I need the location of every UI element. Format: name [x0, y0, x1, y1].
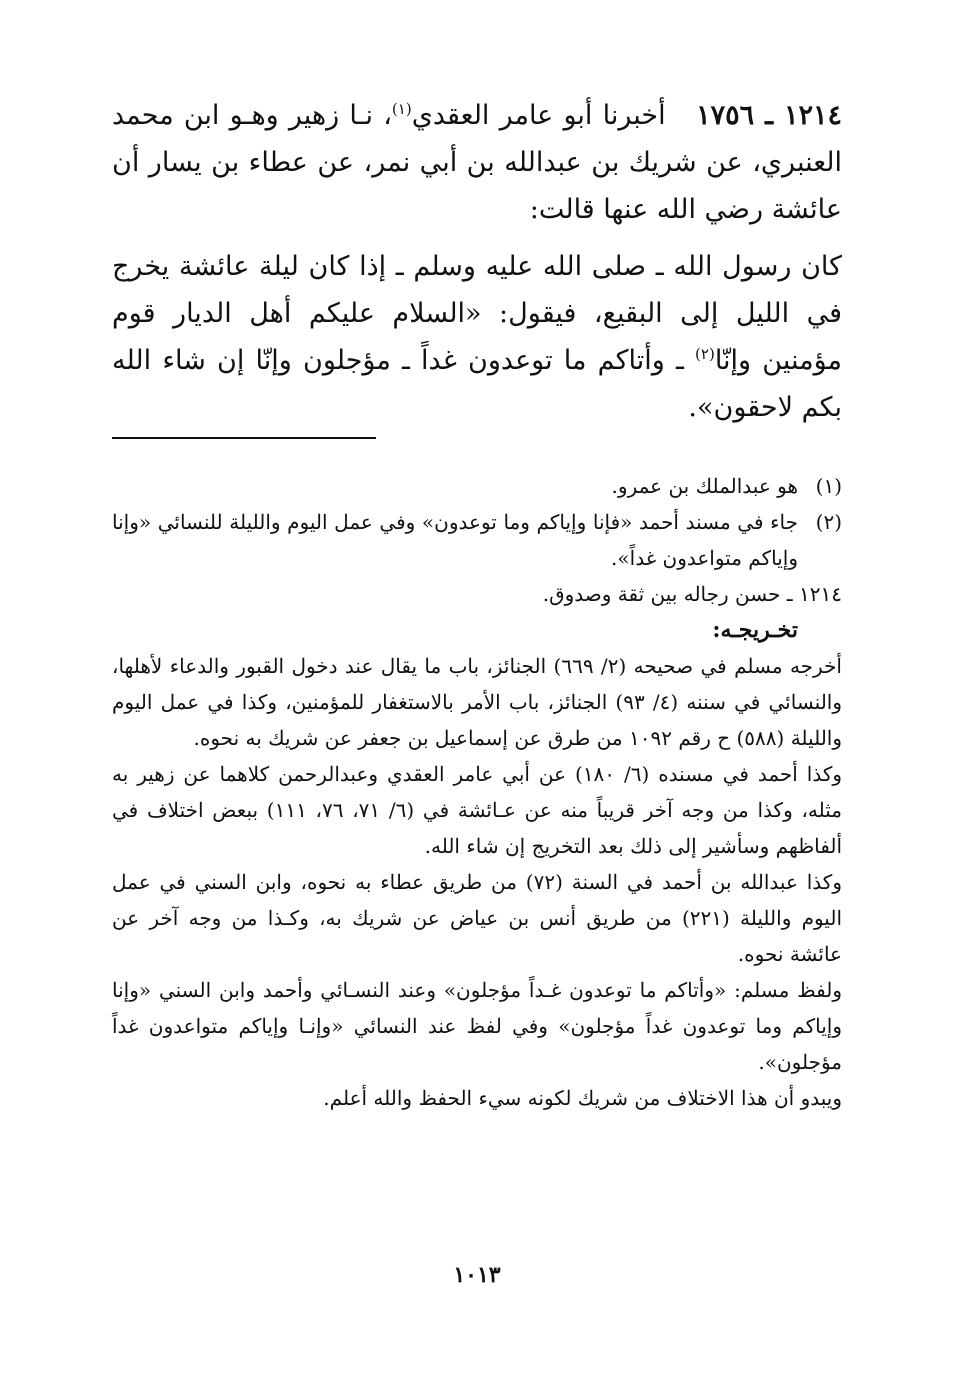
page-number: ١٠١٣	[453, 1262, 501, 1288]
footnote-2	[112, 504, 842, 576]
takhrij-paragraph: ولفظ مسلم: «وأتاكم ما توعدون غـداً مؤجلون» وعند النسـائي وأحمد وابن السني «وإنا وإياكم وما توعدون غداً مؤجلون» وفي لفظ عند النسائي «وإنـا وإياكم متواعدون غداً مؤجلون».	[112, 978, 842, 1074]
footnote-ref-2: (٢)	[695, 345, 715, 363]
isnad-part-1: أخبرنا أبو عامر العقدي	[411, 100, 666, 131]
takhrij-heading: تخـريجـه:	[712, 617, 798, 643]
footnote-ref-1: (١)	[391, 100, 412, 118]
footnote-1	[112, 468, 842, 504]
footnote-marker: (٢)	[815, 510, 842, 534]
takhrij-paragraph: ويبدو أن هذا الاختلاف من شريك لكونه سيء الحفظ والله أعلم.	[323, 1086, 842, 1110]
footnote-separator	[112, 437, 376, 439]
matn-part-2: ـ وأتاكم ما توعدون غداً ـ مؤجلون وإنّا إن شاء الله بكم لاحقون».	[112, 345, 842, 423]
takhrij-paragraph: وكذا أحمد في مسنده (٦/ ١٨٠) عن أبي عامر العقدي وعبدالرحمن كلاهما عن زهير به مثله، وكذا من وجه آخر قريباً منه عن عـائشة في (٦/ ٧١، ٧٦، ١١١) ببعض اختلاف في ألفاظهم وسأشير إلى ذلك بعد التخريج إن شاء الله.	[112, 762, 842, 858]
footnote-text: هو عبدالملك بن عمرو.	[611, 474, 798, 498]
footnote-text: جاء في مسند أحمد «فإنا وإياكم وما توعدون» وفي عمل اليوم والليلة للنسائي «وإنا وإياكم متواعدون غداً».	[112, 510, 798, 570]
takhrij-paragraph: وكذا عبدالله بن أحمد في السنة (٧٢) من طريق عطاء به نحوه، وابن السني في عمل اليوم والليلة (٢٢١) من طريق أنس بن عياض عن شريك به، وكـذا من وجه آخر عن عائشة نحوه.	[112, 870, 842, 966]
hadith-isnad	[112, 92, 842, 233]
isnad-part-2: ، نـا زهير وهـو ابن محمد العنبري، عن شريك بن عبدالله بن أبي نمر، عن عطاء بن يسار أن عائشة رضي الله عنها قالت:	[112, 100, 842, 225]
hadith-number: ١٢١٤ ـ ١٧٥٦	[696, 100, 843, 131]
hadith-grade: ١٢١٤ ـ حسن رجاله بين ثقة وصدوق.	[542, 582, 842, 606]
hadith-text	[112, 92, 842, 431]
hadith-matn	[112, 243, 842, 431]
footnotes-section	[112, 468, 842, 1116]
footnote-marker: (١)	[815, 474, 842, 498]
takhrij-paragraph: أخرجه مسلم في صحيحه (٢/ ٦٦٩) الجنائز، باب ما يقال عند دخول القبور والدعاء لأهلها، والنسائي في سننه (٤/ ٩٣) الجنائز، باب الأمر بالاستغفار للمؤمنين، وكذا في عمل اليوم والليلة (٥٨٨) ح رقم ١٠٩٢ من طرق عن إسماعيل بن جعفر عن شريك به نحوه.	[112, 654, 842, 750]
matn-part-1: كان رسول الله ـ صلى الله عليه وسلم ـ إذا كان ليلة عائشة يخرج في الليل إلى البقيع، فيقول: «السلام عليكم أهل الديار قوم مؤمنين وإنّا	[112, 251, 842, 376]
